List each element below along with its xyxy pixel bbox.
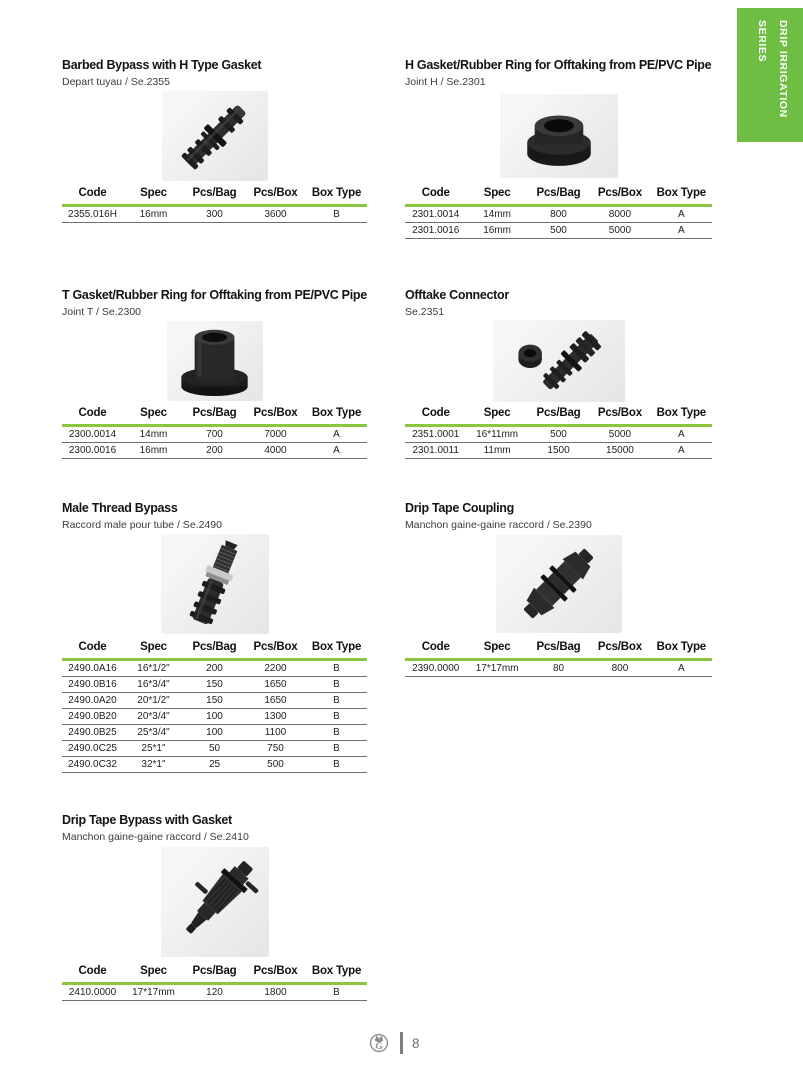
- column-header: Box Type: [311, 641, 362, 653]
- column-header: Code: [421, 641, 450, 653]
- table-cell: 100: [206, 727, 223, 738]
- product-table: [405, 637, 712, 677]
- male-thread-bypass-photo-icon: [164, 537, 266, 631]
- table-header-row: [405, 403, 712, 427]
- table-cell: 300: [206, 209, 223, 220]
- table-cell: 1300: [264, 711, 287, 722]
- product-table: [62, 403, 367, 459]
- table-cell: 15000: [606, 445, 634, 456]
- product-title: Offtake Connector: [405, 288, 509, 302]
- column-header: Pcs/Bag: [192, 641, 237, 653]
- product-title: Drip Tape Bypass with Gasket: [62, 813, 232, 827]
- svg-text:G: G: [375, 1041, 383, 1052]
- column-header: Box Type: [656, 187, 706, 199]
- table-cell: 700: [206, 429, 223, 440]
- product-subtitle: Depart tuyau / Se.2355: [62, 76, 170, 88]
- table-cell: 2301.0016: [412, 225, 460, 236]
- table-cell: B: [333, 743, 340, 754]
- table-cell: A: [677, 663, 685, 674]
- column-header: Code: [78, 641, 107, 653]
- column-header: Pcs/Bag: [536, 187, 581, 199]
- product-photo: [162, 91, 268, 181]
- table-cell: 16*3/4": [137, 679, 170, 690]
- table-header-row: [62, 183, 367, 207]
- table-header-row: [62, 403, 367, 427]
- table-cell: 8000: [608, 209, 632, 220]
- table-cell: 150: [206, 679, 223, 690]
- table-cell: A: [677, 209, 685, 220]
- section-h-gasket: [405, 59, 712, 239]
- table-cell: 16mm: [139, 209, 168, 220]
- table-header-row: [405, 637, 712, 661]
- column-header: Code: [78, 407, 107, 419]
- column-header: Code: [421, 407, 450, 419]
- table-cell: 2301.0014: [412, 209, 460, 220]
- product-table: [62, 961, 367, 1001]
- table-cell: 2490.0C32: [68, 759, 117, 770]
- table-row: [62, 427, 367, 443]
- column-header: Pcs/Box: [253, 407, 298, 419]
- product-subtitle: Manchon gaine-gaine raccord / Se.2410: [62, 831, 249, 843]
- table-cell: 32*1": [141, 759, 166, 770]
- page-number: 8: [412, 1035, 420, 1051]
- product-subtitle: Raccord male pour tube / Se.2490: [62, 519, 222, 531]
- section-male-thread-bypass: [62, 502, 367, 773]
- table-header-row: [62, 961, 367, 985]
- table-cell: 500: [550, 225, 567, 236]
- product-table: [405, 403, 712, 459]
- column-header: Pcs/Box: [253, 965, 298, 977]
- product-photo-area: [405, 88, 712, 183]
- page-footer: [368, 1032, 420, 1054]
- column-header: Pcs/Bag: [192, 407, 237, 419]
- section-t-gasket: [62, 289, 367, 459]
- table-cell: 200: [206, 445, 223, 456]
- table-cell: 2490.0B25: [68, 727, 117, 738]
- table-cell: 1650: [264, 695, 287, 706]
- column-header: Pcs/Box: [597, 641, 642, 653]
- product-title: T Gasket/Rubber Ring for Offtaking from PE/PVC Pipe: [62, 288, 367, 302]
- table-cell: B: [333, 663, 340, 674]
- series-tab: [737, 8, 803, 142]
- product-photo-area: [405, 531, 712, 637]
- product-photo: [161, 847, 269, 957]
- column-header: Pcs/Bag: [192, 965, 237, 977]
- table-cell: 5000: [608, 429, 632, 440]
- drip-tape-coupling-photo-icon: [499, 538, 619, 630]
- table-cell: 500: [550, 429, 567, 440]
- table-body: [62, 985, 367, 1001]
- column-header: Pcs/Bag: [192, 187, 237, 199]
- table-cell: A: [677, 445, 685, 456]
- table-cell: B: [333, 759, 340, 770]
- table-row: [62, 693, 367, 709]
- table-cell: B: [333, 711, 340, 722]
- table-cell: 20*1/2": [137, 695, 170, 706]
- table-row: [405, 223, 712, 239]
- column-header: Pcs/Bag: [536, 407, 581, 419]
- product-table: [62, 637, 367, 773]
- table-row: [405, 427, 712, 443]
- section-drip-tape-coupling: [405, 502, 712, 677]
- table-cell: 14mm: [483, 209, 511, 220]
- product-table: [62, 183, 367, 223]
- product-photo-area: [62, 843, 367, 961]
- table-cell: 2355.016H: [68, 209, 117, 220]
- table-cell: 1800: [264, 987, 287, 998]
- table-cell: 25: [208, 759, 221, 770]
- table-cell: 7000: [264, 429, 287, 440]
- table-cell: A: [677, 225, 685, 236]
- column-header: Spec: [483, 407, 511, 419]
- table-cell: 2490.0C25: [68, 743, 117, 754]
- section-barbed-bypass: [62, 59, 367, 223]
- table-cell: 16*1/2": [137, 663, 170, 674]
- table-cell: 80: [552, 663, 565, 674]
- product-subtitle: Manchon gaine-gaine raccord / Se.2390: [405, 519, 592, 531]
- column-header: Box Type: [311, 407, 362, 419]
- table-cell: 4000: [264, 445, 287, 456]
- table-row: [405, 207, 712, 223]
- table-cell: 16mm: [139, 445, 168, 456]
- table-body: [62, 427, 367, 459]
- t-gasket-photo-icon: [170, 323, 260, 399]
- footer-divider: [400, 1032, 403, 1054]
- table-cell: 100: [206, 711, 223, 722]
- table-cell: 1500: [547, 445, 570, 456]
- column-header: Spec: [140, 187, 167, 199]
- table-row: [62, 985, 367, 1001]
- column-header: Pcs/Box: [253, 187, 298, 199]
- table-cell: 1650: [264, 679, 287, 690]
- table-cell: 25*3/4": [137, 727, 170, 738]
- table-cell: 120: [206, 987, 223, 998]
- table-body: [405, 207, 712, 239]
- table-cell: 2410.0000: [68, 987, 117, 998]
- product-photo-area: [405, 318, 712, 403]
- table-body: [62, 661, 367, 773]
- table-cell: B: [333, 987, 340, 998]
- table-cell: 50: [208, 743, 221, 754]
- product-photo: [500, 94, 618, 178]
- table-cell: 2200: [264, 663, 287, 674]
- table-header-row: [405, 183, 712, 207]
- table-body: [405, 427, 712, 459]
- barbed-bypass-photo-icon: [165, 93, 265, 179]
- column-header: Code: [421, 187, 450, 199]
- table-cell: B: [333, 679, 340, 690]
- column-header: Pcs/Bag: [536, 641, 581, 653]
- column-header: Spec: [140, 641, 167, 653]
- product-subtitle: Joint T / Se.2300: [62, 306, 142, 318]
- product-subtitle: Joint H / Se.2301: [405, 76, 486, 88]
- table-cell: 16*11mm: [476, 429, 519, 440]
- column-header: Code: [78, 187, 107, 199]
- table-cell: 500: [267, 759, 284, 770]
- table-cell: 25*1": [141, 743, 166, 754]
- table-cell: B: [333, 209, 340, 220]
- column-header: Box Type: [656, 407, 706, 419]
- table-row: [62, 757, 367, 773]
- table-cell: 750: [267, 743, 284, 754]
- product-photo: [496, 535, 622, 633]
- leaf-g-logo-icon: [368, 1032, 390, 1054]
- table-cell: A: [333, 429, 340, 440]
- column-header: Pcs/Box: [597, 187, 642, 199]
- table-cell: 2351.0001: [412, 429, 460, 440]
- product-title: Drip Tape Coupling: [405, 501, 514, 515]
- section-drip-tape-bypass: [62, 814, 367, 1001]
- product-photo: [493, 320, 625, 402]
- table-cell: 3600: [264, 209, 287, 220]
- table-cell: 2390.0000: [412, 663, 460, 674]
- table-cell: 2490.0B16: [68, 679, 117, 690]
- table-cell: 5000: [608, 225, 632, 236]
- drip-tape-bypass-photo-icon: [164, 850, 266, 954]
- series-tab-line2: SERIES: [756, 20, 768, 63]
- table-cell: 200: [206, 663, 223, 674]
- table-cell: 2301.0011: [412, 445, 459, 456]
- table-row: [62, 207, 367, 223]
- table-row: [62, 443, 367, 459]
- product-title: Male Thread Bypass: [62, 501, 178, 515]
- table-cell: 2300.0016: [68, 445, 117, 456]
- column-header: Box Type: [656, 641, 706, 653]
- table-cell: 800: [550, 209, 567, 220]
- series-tab-label: [751, 20, 793, 142]
- table-header-row: [62, 637, 367, 661]
- product-photo-area: [62, 318, 367, 403]
- column-header: Spec: [140, 965, 167, 977]
- table-cell: 17*17mm: [475, 663, 519, 674]
- table-row: [62, 709, 367, 725]
- table-body: [405, 661, 712, 677]
- product-photo: [161, 534, 269, 634]
- column-header: Spec: [483, 641, 511, 653]
- table-row: [62, 725, 367, 741]
- table-cell: B: [333, 695, 340, 706]
- section-offtake-connector: [405, 289, 712, 459]
- product-subtitle: Se.2351: [405, 306, 445, 318]
- table-row: [62, 741, 367, 757]
- table-body: [62, 207, 367, 223]
- table-cell: 2300.0014: [68, 429, 117, 440]
- column-header: Spec: [140, 407, 167, 419]
- column-header: Box Type: [311, 965, 362, 977]
- table-cell: 800: [611, 663, 629, 674]
- product-table: [405, 183, 712, 239]
- column-header: Box Type: [311, 187, 362, 199]
- table-row: [62, 677, 367, 693]
- table-cell: 2490.0A20: [68, 695, 117, 706]
- table-cell: 2490.0A16: [68, 663, 117, 674]
- column-header: Pcs/Box: [253, 641, 298, 653]
- column-header: Code: [78, 965, 107, 977]
- table-row: [62, 661, 367, 677]
- h-gasket-photo-icon: [503, 97, 615, 175]
- table-cell: 20*3/4": [137, 711, 170, 722]
- product-title: Barbed Bypass with H Type Gasket: [62, 58, 262, 72]
- product-photo-area: [62, 88, 367, 183]
- table-cell: 17*17mm: [132, 987, 175, 998]
- table-cell: 14mm: [139, 429, 168, 440]
- offtake-connector-photo-icon: [496, 322, 622, 400]
- table-cell: B: [333, 727, 340, 738]
- table-row: [405, 443, 712, 459]
- column-header: Spec: [483, 187, 511, 199]
- series-tab-line1: DRIP IRRIGATION: [777, 20, 789, 118]
- column-header: Pcs/Box: [597, 407, 642, 419]
- table-cell: 150: [206, 695, 223, 706]
- product-photo: [167, 321, 263, 401]
- table-cell: A: [333, 445, 340, 456]
- product-title: H Gasket/Rubber Ring for Offtaking from PE/PVC Pipe: [405, 58, 712, 72]
- table-cell: 2490.0B20: [68, 711, 117, 722]
- table-cell: 11mm: [483, 445, 511, 456]
- table-cell: 16mm: [483, 225, 511, 236]
- product-photo-area: [62, 531, 367, 637]
- table-cell: A: [677, 429, 685, 440]
- table-cell: 1100: [264, 727, 287, 738]
- table-row: [405, 661, 712, 677]
